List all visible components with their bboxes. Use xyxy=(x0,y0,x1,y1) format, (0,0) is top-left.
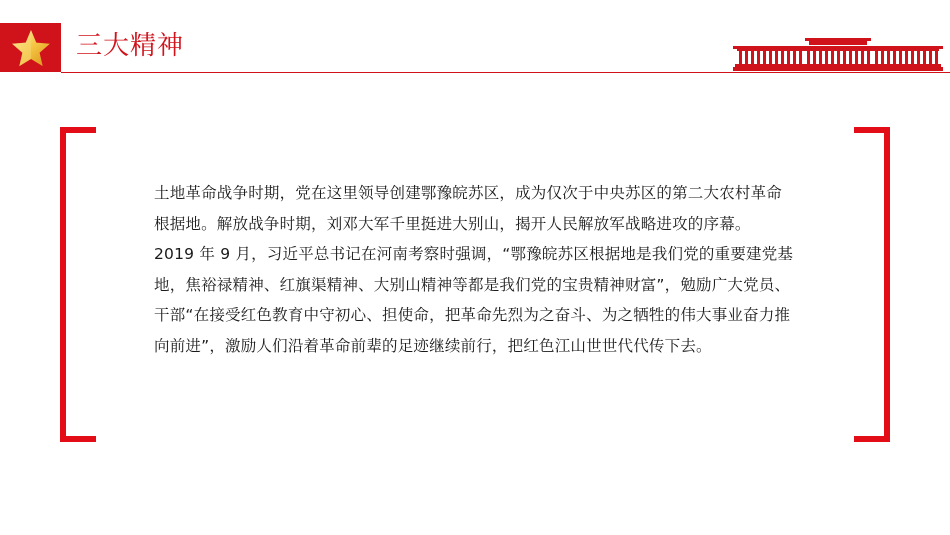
left-bracket xyxy=(60,127,96,442)
building-icon xyxy=(733,38,943,71)
right-bracket xyxy=(854,127,890,442)
page-title: 三大精神 xyxy=(76,31,185,61)
header-divider xyxy=(61,72,950,73)
body-paragraph: 土地革命战争时期，党在这里领导创建鄂豫皖苏区，成为仅次于中央苏区的第二大农村革命根据地。解放战争时期，刘邓大军千里挺进大别山，揭开人民解放军战略进攻的序幕。 2019 年 9 月，习近平总书记在河南考察时强调，“鄂豫皖苏区根据地是我们党的重要建党基地，焦裕禄精神、红旗渠精神、大别山精神等都是我们党的宝贵精神财富”，勉励广大党员、干部“在接受红色教育中守初心、担使命，把革命先烈为之奋斗、为之牺牲的伟大事业奋力推向前进”，激励人们沿着革命前辈的足迹继续前行，把红色江山世世代代传下去。 xyxy=(154,184,794,355)
header xyxy=(0,0,950,75)
star-badge xyxy=(0,23,61,72)
star-icon xyxy=(11,28,51,68)
